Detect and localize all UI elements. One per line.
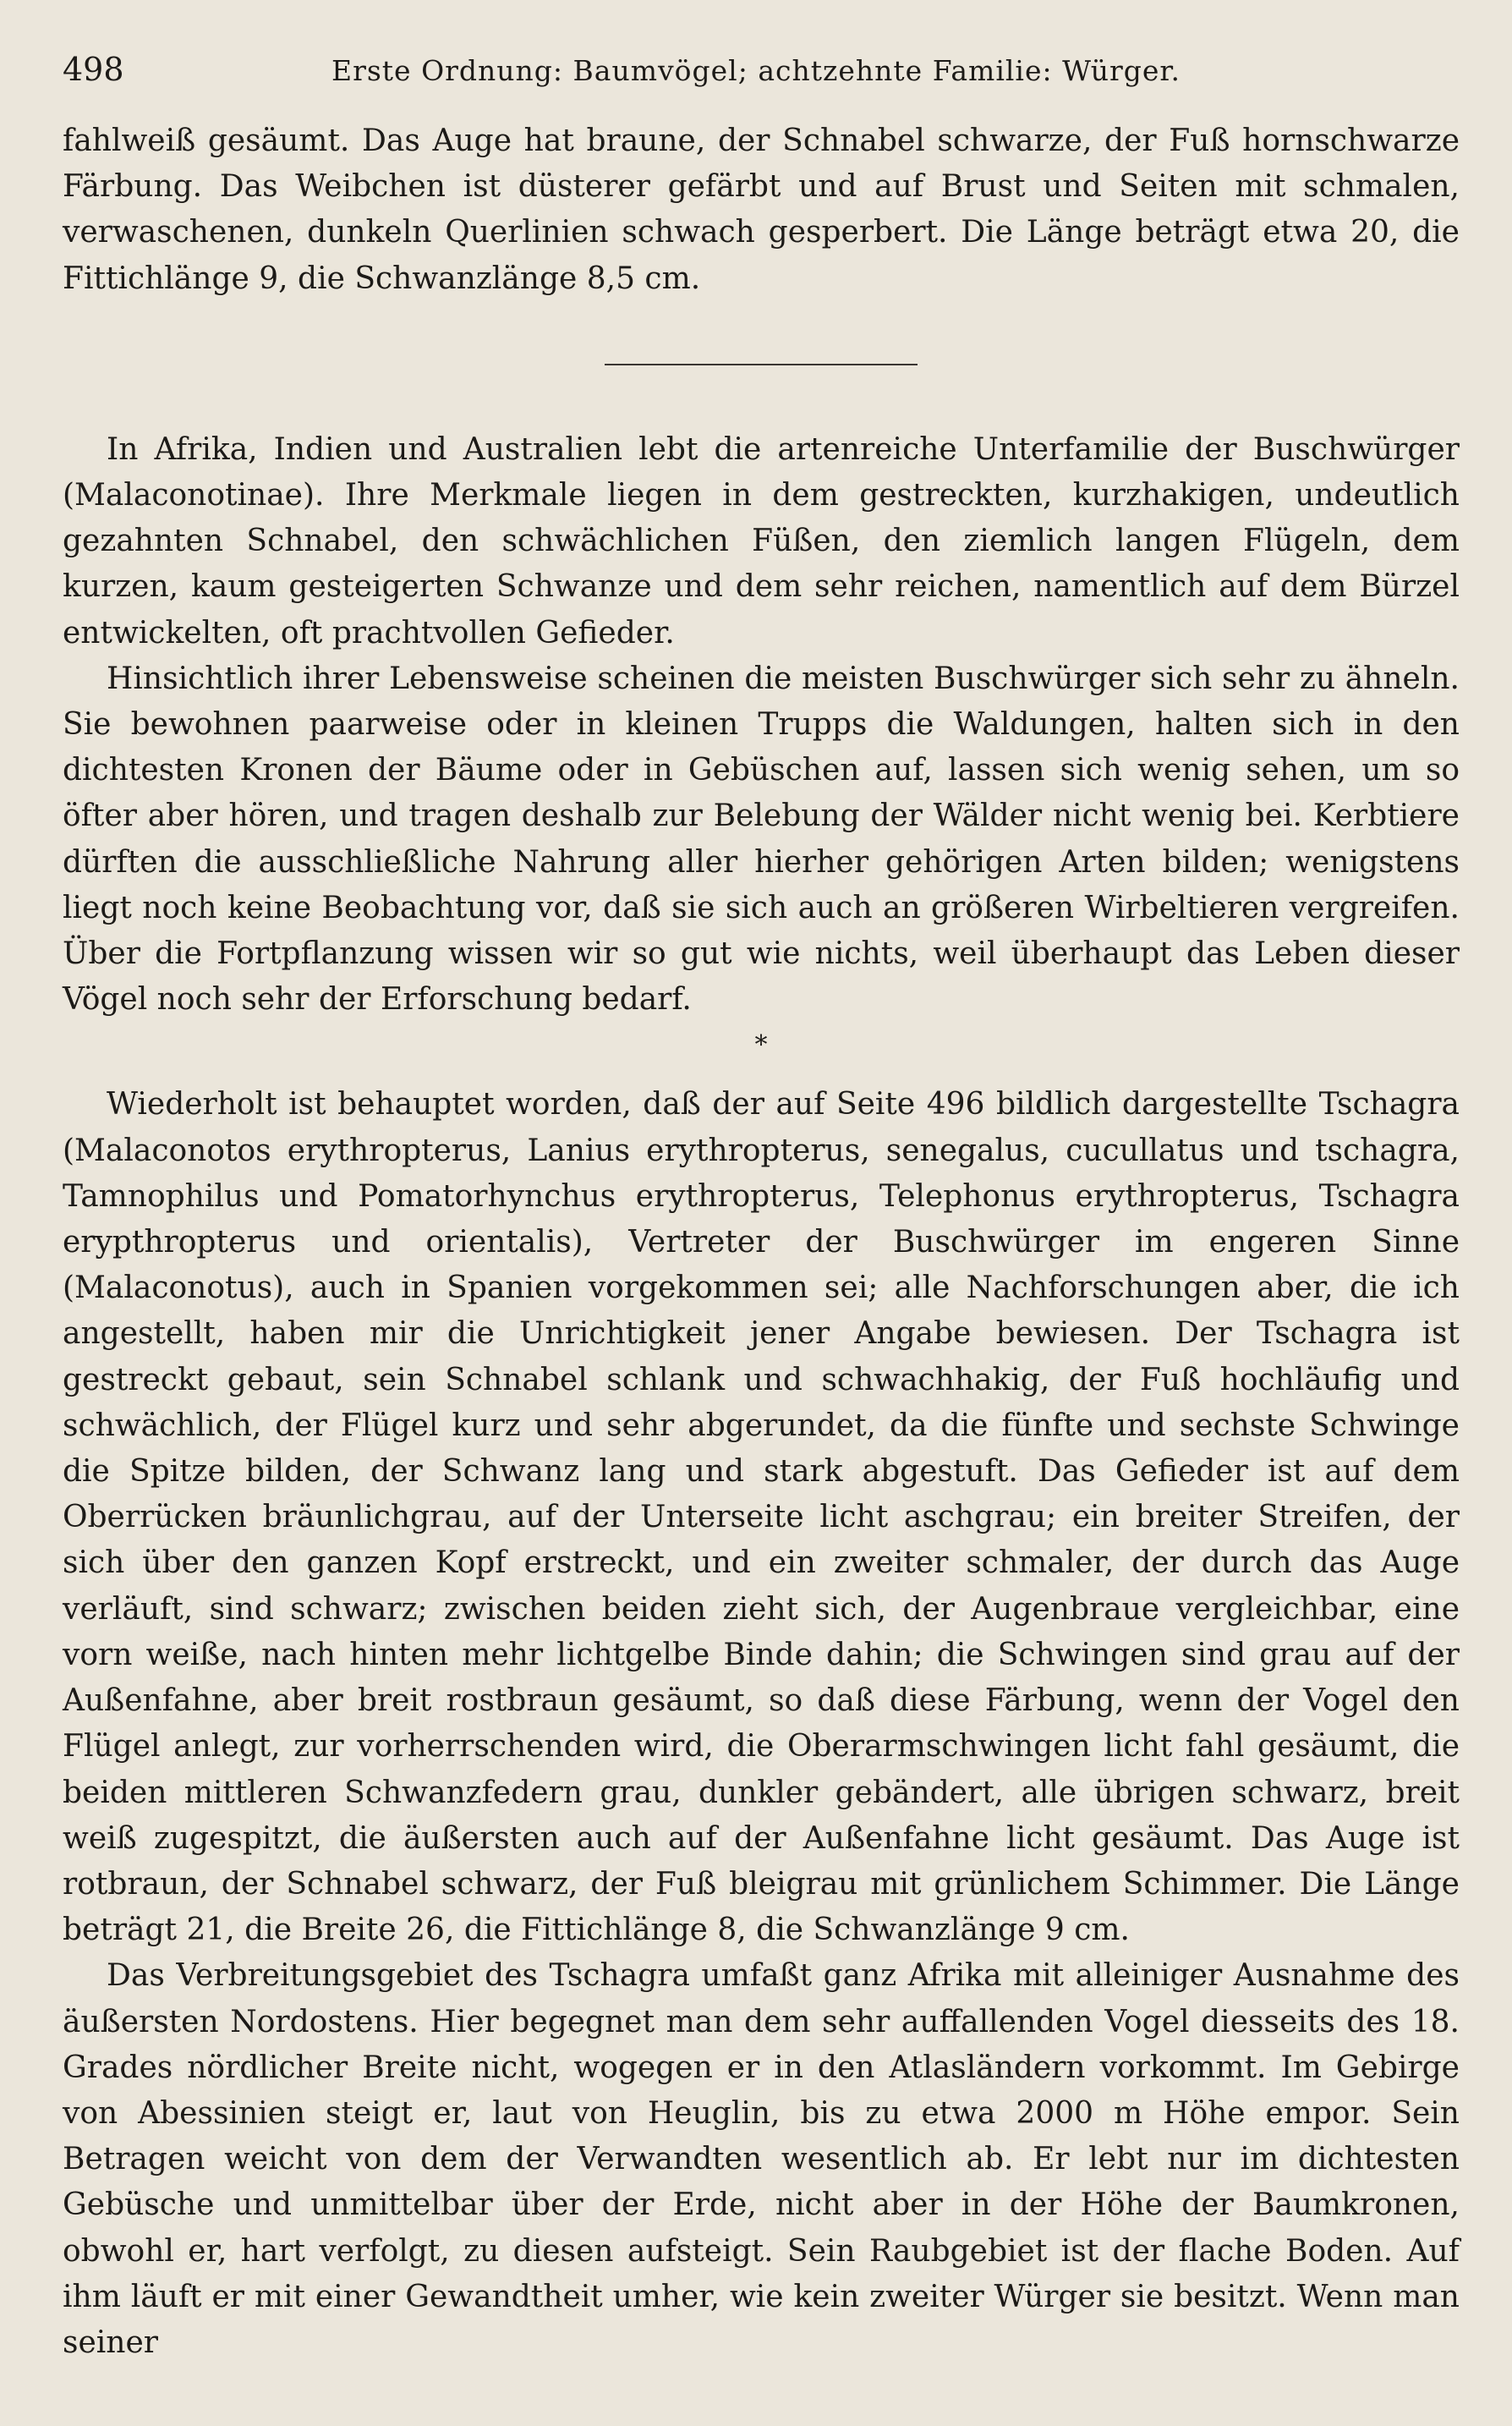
paragraph-tschagra-distribution: Das Verbreitungsgebiet des Tschagra umfaßt ganz Afrika mit alleiniger Ausnahme des äußersten Nordostens. Hier begegnet man dem sehr auffallenden Vogel diesseits des 18. Grades nördlicher Breite nicht, wogegen er in den Atlasländern vorkommt. Im Gebirge von Abessinien steigt er, laut von Heuglin, bis zu etwa 2000 m Höhe empor. Sein Betragen weicht von dem der Verwandten wesentlich ab. Er lebt nur im dichtesten Gebüsche und unmittelbar über der Erde, nicht aber in der Höhe der Baumkronen, obwohl er, hart verfolgt, zu diesen aufsteigt. Sein Raubgebiet ist der flache Boden. Auf ihm läuft er mit einer Gewandtheit umher, wie kein zweiter Würger sie besitzt. Wenn man seiner [63, 1958, 1460, 2360]
section-divider [63, 302, 1460, 427]
asterisk-separator: * [754, 1030, 768, 1061]
paragraph-tschagra-description: Wiederholt ist behauptet worden, daß der auf Seite 496 bildlich dargestellte Tschagra (Malaconotos erythropterus, Lanius erythropterus, senegalus, cucullatus und tschagra, Tamnophilus und Pomatorhynchus erythropterus, Telephonus erythropterus, Tschagra erypthropterus und orientalis), Vertreter der Buschwürger im engeren Sinne (Malaconotus), auch in Spanien vorgekommen sei; alle Nachforschungen aber, die ich angestellt, haben mir die Unrichtigkeit jener Angabe bewiesen. Der Tschagra ist gestreckt gebaut, sein Schnabel schlank und schwachhakig, der Fuß hochläufig und schwächlich, der Flügel kurz und sehr abgerundet, da die fünfte und sechste Schwinge die Spitze bilden, der Schwanz lang und stark abgestuft. Das Gefieder ist auf dem Oberrücken bräunlichgrau, auf der Unterseite licht aschgrau; ein breiter Streifen, der sich über den ganzen Kopf erstreckt, und ein zweiter schmaler, der durch das Auge verläuft, sind schwarz; zwischen beiden zieht sich, der Augenbraue vergleichbar, eine vorn weiße, nach hinten mehr lichtgelbe Binde dahin; die Schwingen sind grau auf der Außenfahne, aber breit rostbraun gesäumt, so daß diese Färbung, wenn der Vogel den Flügel anlegt, zur vorherrschenden wird, die Oberarmschwingen licht fahl gesäumt, die beiden mittleren Schwanzfedern grau, dunkler gebändert, alle übrigen schwarz, breit weiß zugespitzt, die äußersten auch auf der Außenfahne licht gesäumt. Das Auge ist rotbraun, der Schnabel schwarz, der Fuß bleigrau mit grünlichem Schimmer. Die Länge beträgt 21, die Breite 26, die Fittichlänge 8, die Schwanzlänge 9 cm. [63, 1087, 1460, 1948]
page-header [63, 51, 1460, 118]
horizontal-rule [605, 364, 918, 365]
page-number: 498 [63, 51, 124, 88]
paragraph-buschwuerger-intro: In Afrika, Indien und Australien lebt die artenreiche Unterfamilie der Buschwürger (Malaconotinae). Ihre Merkmale liegen in dem gestreckten, kurzhakigen, undeutlich gezahnten Schnabel, den schwächlichen Füßen, den ziemlich langen Flügeln, dem kurzen, kaum gesteigerten Schwanze und dem sehr reichen, namentlich auf dem Bürzel entwickelten, oft prachtvollen Gefieder. [63, 431, 1460, 650]
body-text [63, 118, 1460, 2366]
paragraph-lebensweise: Hinsichtlich ihrer Lebensweise scheinen die meisten Buschwürger sich sehr zu ähneln. Sie bewohnen paarweise oder in kleinen Trupps die Waldungen, halten sich in den dichtesten Kronen der Bäume oder in Gebüschen auf, lassen sich wenig sehen, um so öfter aber hören, und tragen deshalb zur Belebung der Wälder nicht wenig bei. Kerbtiere dürften die ausschließliche Nahrung aller hierher gehörigen Arten bilden; wenigstens liegt noch keine Beobachtung vor, daß sie sich auch an größeren Wirbeltieren vergreifen. Über die Fortpflanzung wissen wir so gut wie nichts, weil überhaupt das Leben dieser Vögel noch sehr der Erforschung bedarf. [63, 661, 1460, 1018]
running-head: Erste Ordnung: Baumvögel; achtzehnte Familie: Würger. [331, 54, 1181, 87]
paragraph-continued: fahlweiß gesäumt. Das Auge hat braune, der Schnabel schwarze, der Fuß hornschwarze Färbung. Das Weibchen ist düsterer gefärbt und auf Brust und Seiten mit schmalen, verwaschenen, dunkeln Querlinien schwach gesperbert. Die Länge beträgt etwa 20, die Fittichlänge 9, die Schwanzlänge 8,5 cm. [63, 123, 1460, 296]
